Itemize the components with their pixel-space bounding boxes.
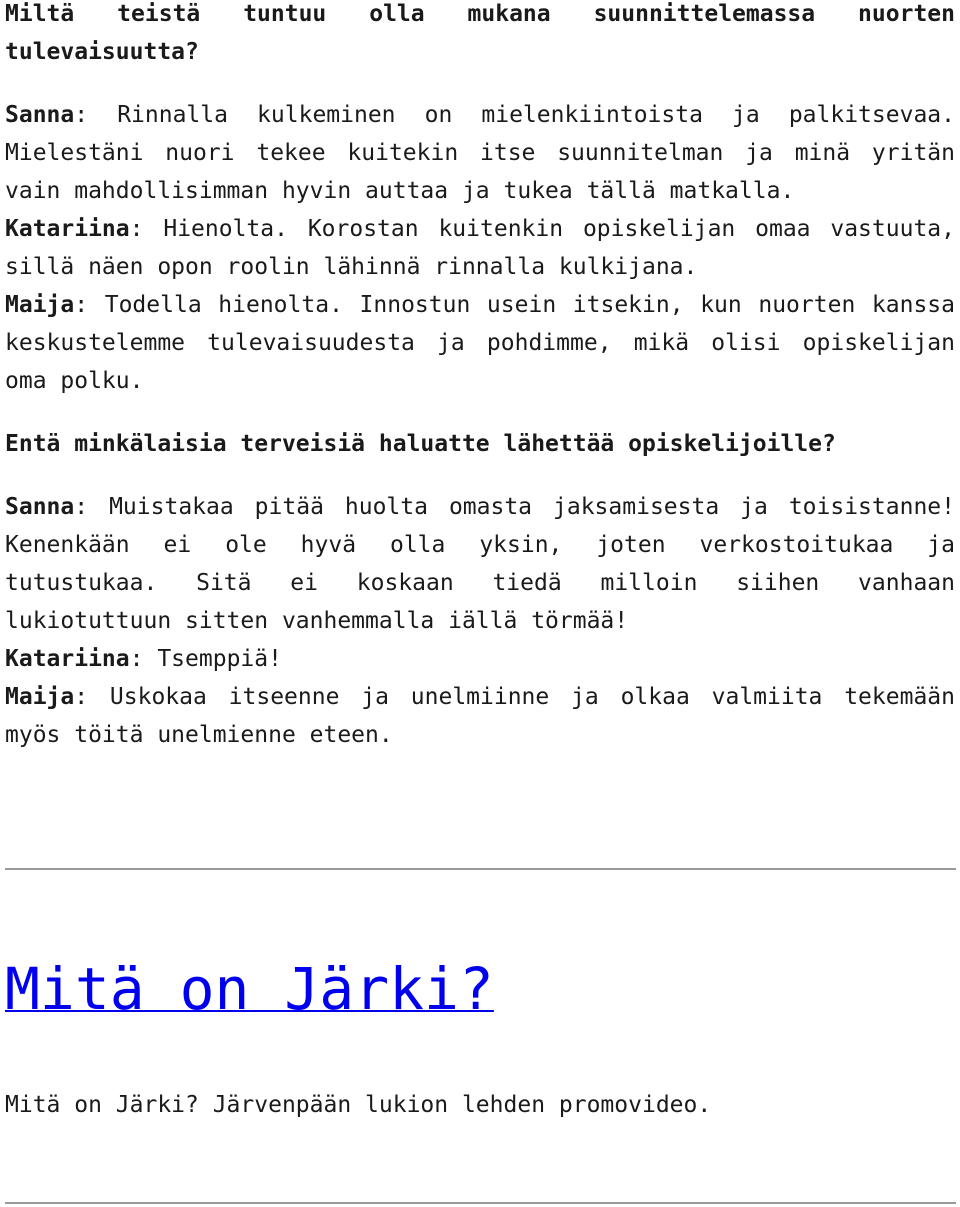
speaker-name: Sanna — [5, 102, 75, 128]
answer-text: Rinnalla kulkeminen on mielenkiintoista ja palkitsevaa. Mielestäni nuori tekee kuitekin itse suunnitelman ja minä yritän vain mahdollisimman hyvin auttaa ja tukea tällä matkalla. — [5, 102, 955, 204]
speaker-name: Katariina — [5, 646, 130, 672]
post-title — [5, 953, 494, 1025]
speaker-name: Maija — [5, 292, 75, 318]
divider — [5, 868, 956, 870]
question-heading: Entä minkälaisia terveisiä haluatte lähettää opiskelijoille? — [5, 431, 836, 457]
answer-text: Hienolta. Korostan kuitenkin opiskelijan omaa vastuuta, sillä näen opon roolin lähinnä rinnalla kulkijana. — [5, 216, 955, 280]
question-heading: Miltä teistä tuntuu olla mukana suunnittelemassa nuorten tulevaisuutta? — [5, 1, 955, 65]
post-excerpt: Mitä on Järki? Järvenpään lukion lehden promovideo. — [5, 1092, 712, 1118]
speaker-name: Maija — [5, 684, 75, 710]
answer-text: Tsemppiä! — [157, 646, 282, 672]
answer-text: Todella hienolta. Innostun usein itsekin, kun nuorten kanssa keskustelemme tulevaisuudesta ja pohdimme, mikä olisi opiskelijan oma polku. — [5, 292, 955, 394]
speaker-name: Sanna — [5, 494, 75, 520]
answer-text: Uskokaa itseenne ja unelmiinne ja olkaa valmiita tekemään myös töitä unelmienne eteen. — [5, 684, 955, 748]
interview-article — [5, 0, 955, 754]
post-title-link[interactable]: Mitä on Järki? — [5, 955, 494, 1023]
speaker-name: Katariina — [5, 216, 130, 242]
answer-text: Muistakaa pitää huolta omasta jaksamisesta ja toisistanne! Kenenkään ei ole hyvä olla yksin, joten verkostoitukaa ja tutustukaa. Sitä ei koskaan tiedä milloin siihen vanhaan lukiotuttuun sitten vanhemmalla iällä törmää! — [5, 494, 955, 634]
answers-block-2: Sanna: Muistakaa pitää huolta omasta jaksamisesta ja toisistanne! Kenenkään ei ole hyvä olla yksin, joten verkostoitukaa ja tutustukaa. Sitä ei koskaan tiedä milloin siihen vanhaan lukiotuttuun sitten vanhemmalla iällä törmää! Katariina: Tsemppiä! Maija: Uskokaa itseenne ja unelmiinne ja olkaa valmiita tekemään myös töitä unelmienne eteen. — [5, 494, 955, 748]
divider — [5, 1202, 956, 1204]
answers-block-1: Sanna: Rinnalla kulkeminen on mielenkiintoista ja palkitsevaa. Mielestäni nuori tekee kuitekin itse suunnitelman ja minä yritän vain mahdollisimman hyvin auttaa ja tukea tällä matkalla. Katariina: Hienolta. Korostan kuitenkin opiskelijan omaa vastuuta, sillä näen opon roolin lähinnä rinnalla kulkijana. Maija: Todella hienolta. Innostun usein itsekin, kun nuorten kanssa keskustelemme tulevaisuudesta ja pohdimme, mikä olisi opiskelijan oma polku. — [5, 102, 955, 394]
